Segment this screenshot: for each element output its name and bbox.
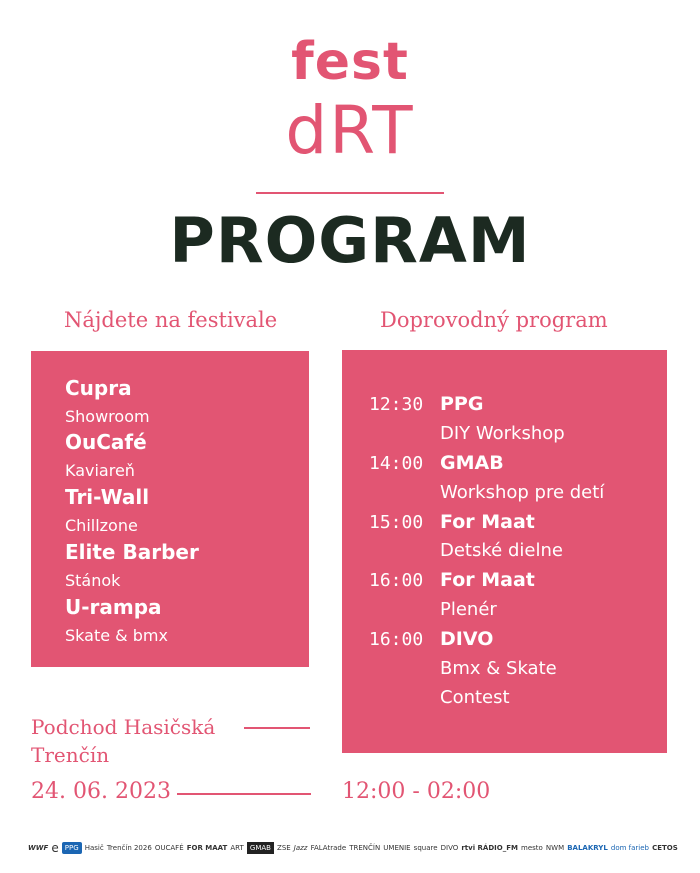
schedule-time: 15:00 [369, 512, 424, 533]
partner-logo: GMAB [247, 842, 274, 854]
schedule-desc: Plenér [440, 599, 497, 620]
logo-divider [256, 192, 444, 194]
partner-logo: DIVO [440, 844, 459, 852]
partner-logo: NWM [545, 844, 565, 852]
partner-logo: dom farieb [610, 844, 649, 852]
schedule-time: 16:00 [369, 570, 424, 591]
feature-subtitle: Stánok [65, 571, 121, 590]
date-divider [177, 793, 311, 795]
schedule-desc: Detské dielne [440, 540, 563, 561]
partner-logo: square [413, 844, 438, 852]
logo-art: dRT [285, 92, 415, 169]
partner-logo: ART [230, 844, 244, 852]
venue-street: Podchod Hasičská [31, 715, 216, 739]
partner-logo: ZSE [277, 844, 291, 852]
schedule-name: PPG [440, 393, 484, 415]
partner-logo: Jazz [293, 844, 308, 852]
feature-title: OuCafé [65, 430, 147, 454]
partner-logo: mesto [521, 844, 543, 852]
schedule-heading: Doprovodný program [380, 308, 608, 332]
partner-logo: FOR MAAT [186, 844, 228, 852]
venue [31, 713, 215, 769]
features-heading: Nájdete na festivale [64, 308, 278, 332]
venue-divider [244, 727, 310, 729]
schedule-name: GMAB [440, 452, 504, 474]
partner-logo: UMENIE [383, 844, 411, 852]
schedule-name: DIVO [440, 628, 494, 650]
schedule-name: For Maat [440, 511, 535, 533]
features-box [31, 351, 309, 667]
partner-logo: CETOS [652, 844, 678, 852]
feature-subtitle: Kaviareň [65, 461, 135, 480]
schedule-desc: DIY Workshop [440, 423, 565, 444]
partner-logo: WWF [28, 844, 49, 852]
partner-logos [28, 836, 678, 860]
schedule-box [342, 350, 667, 753]
partner-logo: OUCAFÉ [154, 844, 184, 852]
schedule-desc: Contest [440, 687, 510, 708]
feature-title: Tri-Wall [65, 485, 150, 509]
partner-logo: FALAtrade [310, 844, 347, 852]
schedule-time: 14:00 [369, 453, 424, 474]
feature-subtitle: Skate & bmx [65, 626, 168, 645]
venue-city: Trenčín [31, 743, 110, 767]
feature-title: Cupra [65, 376, 132, 400]
partner-logo: Hasič [84, 844, 104, 852]
partner-logo: PPG [62, 842, 82, 854]
schedule-desc: Bmx & Skate [440, 658, 557, 679]
partner-logo: rtvi RÁDIO_FM [461, 844, 518, 852]
schedule-desc: Workshop pre detí [440, 482, 605, 503]
page-title: PROGRAM [169, 204, 531, 277]
schedule-name: For Maat [440, 569, 535, 591]
event-date: 24. 06. 2023 [31, 779, 171, 804]
feature-subtitle: Showroom [65, 407, 150, 426]
event-hours: 12:00 - 02:00 [342, 779, 491, 804]
schedule-time: 12:30 [369, 394, 424, 415]
partner-logo: e [51, 841, 59, 855]
feature-title: U-rampa [65, 595, 162, 619]
partner-logo: TRENČÍN [349, 844, 381, 852]
partner-logo: Trenčín 2026 [106, 844, 152, 852]
schedule-time: 16:00 [369, 629, 424, 650]
partner-logo: BALAKRYL [567, 844, 608, 852]
logo-fest: fest [291, 32, 409, 92]
feature-subtitle: Chillzone [65, 516, 138, 535]
feature-title: Elite Barber [65, 540, 199, 564]
